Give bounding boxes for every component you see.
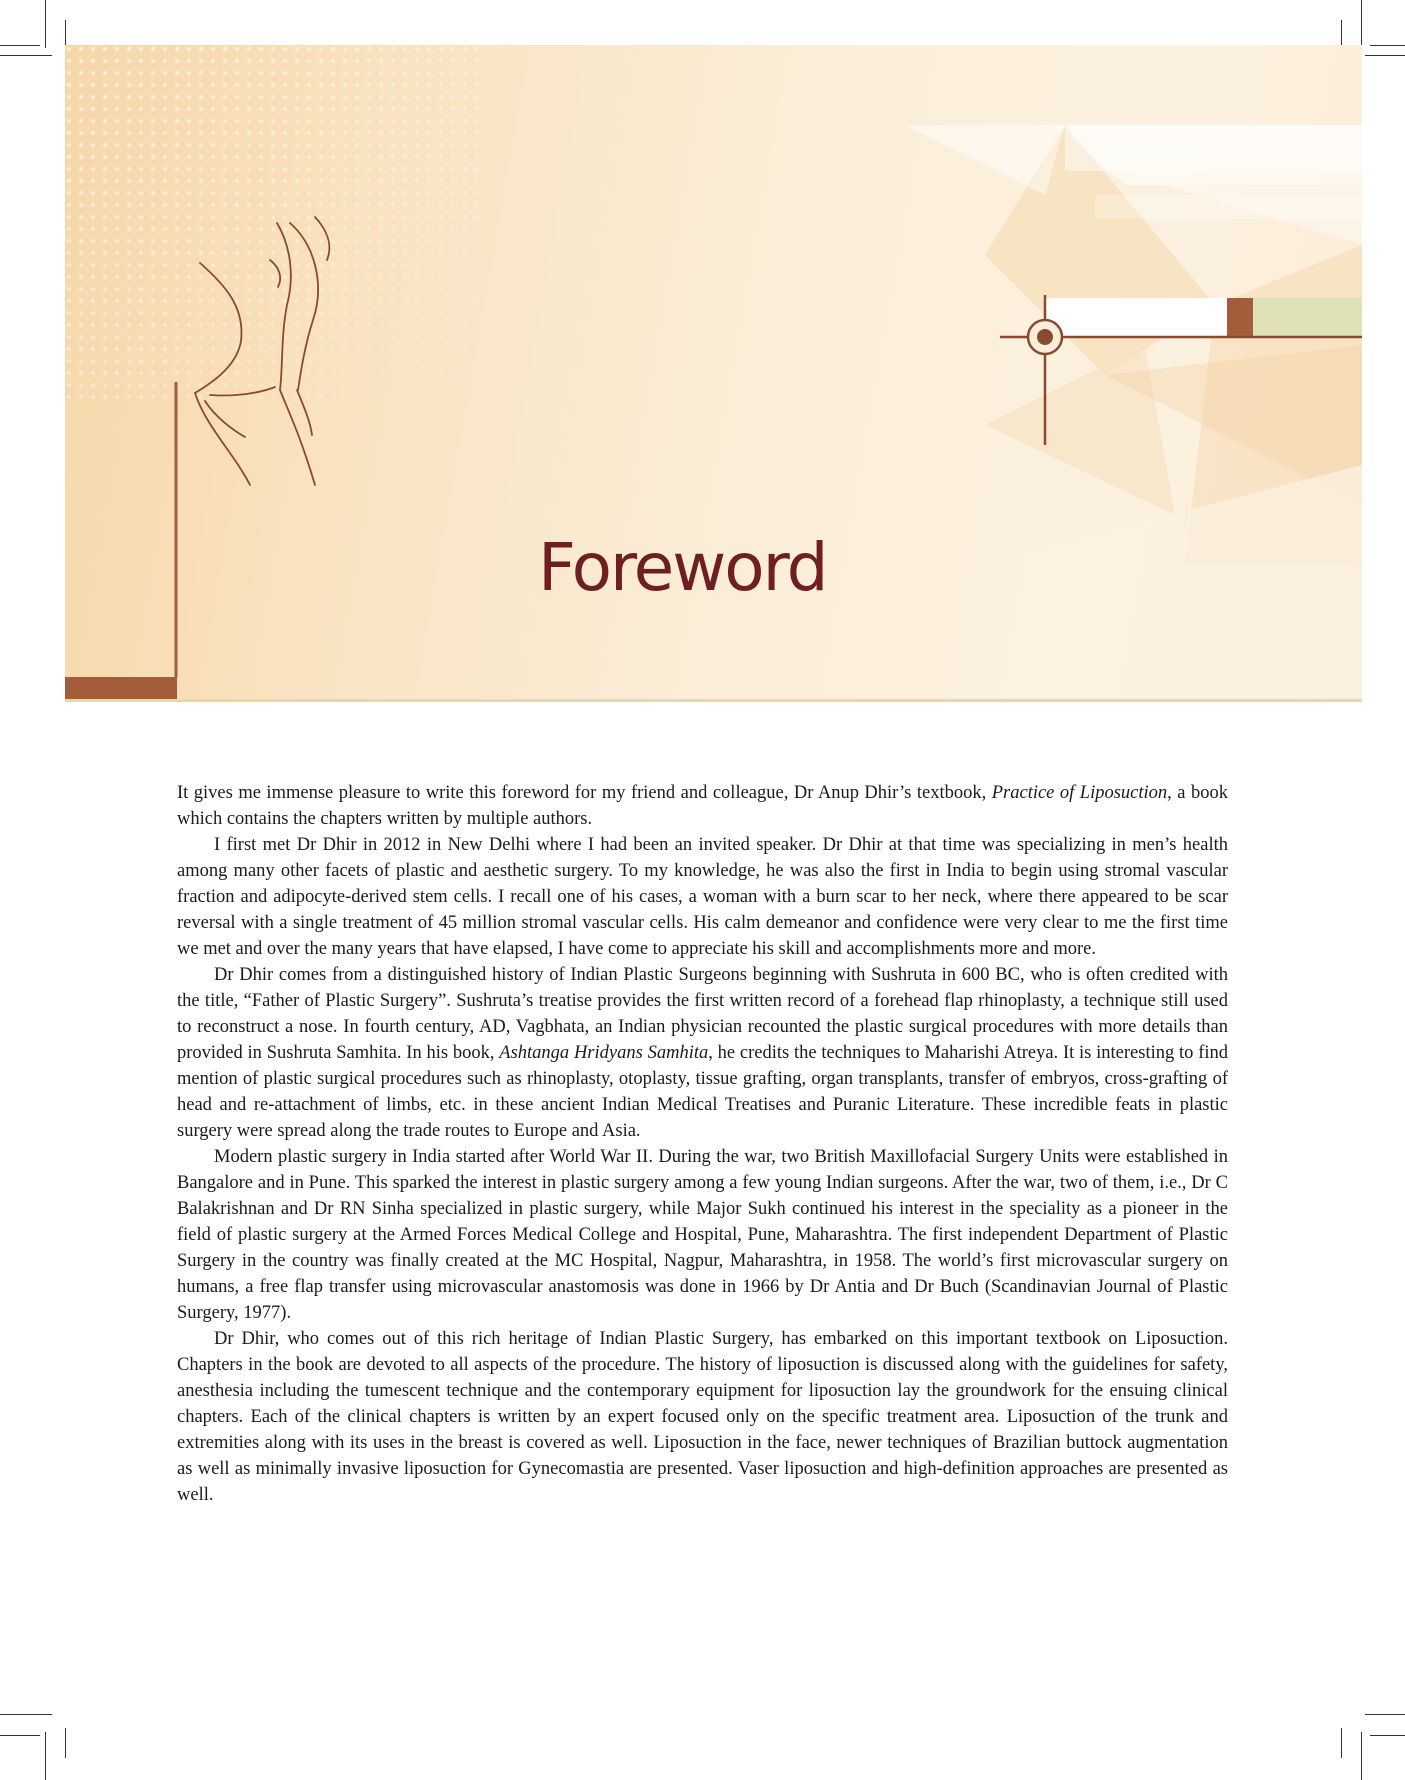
paragraph-1-text: It gives me immense pleasure to write this foreword for my friend and colleague, Dr Anup Dhir’s textbook, — [177, 783, 992, 803]
crop-mark-br-h — [1365, 1714, 1405, 1715]
banner-stripe — [1065, 125, 1362, 171]
crosshair-target-icon — [1028, 320, 1062, 354]
paragraph-1 — [177, 780, 1228, 832]
dot-pattern — [65, 45, 485, 405]
brown-corner-block — [65, 677, 177, 701]
crop-mark-bl-h — [0, 1714, 52, 1715]
banner-stripe-2 — [1095, 195, 1362, 219]
crop-mark-tl-h2 — [0, 45, 40, 46]
crop-mark-br-v — [1361, 1732, 1362, 1780]
paragraph-3-text: Dr Dhir comes from a distinguished history of Indian Plastic Surgeons beginning with Sushruta in 600 BC, who is often credited with the title, “Father of Plastic Surgery”. Sushruta’s treatise provides the first written record of a forehead flap rhinoplasty, a technique still used to reconstruct a nose. In fourth century, AD, Vagbhata, an Indian physician recounted the plastic surgical procedures with more details than provided in Sushruta Samhita. In his book, — [177, 965, 1228, 1063]
crop-mark-tl-v — [45, 0, 46, 48]
paragraph-3-text-end: , he credits the techniques to Maharishi Atreya. It is interesting to find mention of plastic surgical procedures such as rhinoplasty, otoplasty, tissue grafting, organ transplants, transfer of embryos, cross-grafting of head and re-attachment of limbs, etc. in these ancient Indian Medical Treatises and Puranic Literature. These incredible feats in plastic surgery were spread along the trade routes to Europe and Asia. — [177, 1043, 1229, 1141]
crop-mark-tr-h2 — [1370, 45, 1405, 46]
paragraph-2-text: I first met Dr Dhir in 2012 in New Delhi where I had been an invited speaker. Dr Dhir at that time was specializing in men’s health among many other facets of plastic and aesthetic surgery. To my knowledge, he was also the first in India to begin using stromal vascular fraction and adipocyte-derived stem cells. I recall one of his cases, a woman with a burn scar to her neck, where there appeared to be scar reversal with a single treatment of 45 million stromal vascular cells. His calm demeanor and confidence were very clear to me the first time we met and over the many years that have elapsed, I have come to appreciate his skill and accomplishments more and more. — [177, 835, 1228, 959]
treatise-title-emphasis: Ashtanga Hridyans Samhita — [499, 1043, 709, 1063]
paragraph-1-text-end: , a book which contains the chapters written by multiple authors. — [177, 783, 1228, 829]
crop-mark-bl-h2 — [0, 1735, 40, 1736]
paragraph-5 — [177, 1326, 1228, 1508]
paragraph-4-text: Modern plastic surgery in India started after World War II. During the war, two British Maxillofacial Surgery Units were established in Bangalore and in Pune. This sparked the interest in plastic surgery among a few young Indian surgeons. After the war, two of them, i.e., Dr C Balakrishnan and Dr RN Sinha specialized in plastic surgery, while Major Sukh continued his interest in the speciality as a pioneer in the field of plastic surgery at the Armed Forces Medical College and Hospital, Pune, Maharashtra. The first independent Department of Plastic Surgery in the country was finally created at the MC Hospital, Nagpur, Maharashtra, in 1958. The world’s first microvascular surgery on humans, a free flap transfer using microvascular anastomosis was done in 1966 by Dr Antia and Dr Buch (Scandinavian Journal of Plastic Surgery, 1977). — [177, 1147, 1228, 1323]
crop-mark-br-h2 — [1370, 1735, 1405, 1736]
foreword-body — [177, 780, 1228, 1508]
crop-mark-br-v2 — [1341, 1728, 1342, 1758]
paragraph-3 — [177, 962, 1228, 1144]
paragraph-4 — [177, 1144, 1228, 1326]
crop-mark-tr-h — [1365, 55, 1405, 56]
paragraph-2 — [177, 832, 1228, 962]
paragraph-5-text: Dr Dhir, who comes out of this rich heritage of Indian Plastic Surgery, has embarked on this important textbook on Liposuction. Chapters in the book are devoted to all aspects of the procedure. The history of liposuction is discussed along with the guidelines for safety, anesthesia including the tumescent technique and the contemporary equipment for liposuction lay the groundwork for the ensuing clinical chapters. Each of the clinical chapters is written by an expert focused only on the specific treatment area. Liposuction of the trunk and extremities along with its uses in the breast is covered as well. Liposuction in the face, newer techniques of Brazilian buttock augmentation as well as minimally invasive liposuction for Gynecomastia are presented. Vaser liposuction and high-definition approaches are presented as well. — [177, 1329, 1228, 1505]
page-title: Foreword — [538, 529, 827, 606]
crop-mark-tl-h — [0, 55, 52, 56]
crop-mark-bl-v — [45, 1732, 46, 1780]
crop-mark-bl-v2 — [65, 1728, 66, 1758]
crop-mark-tr-v — [1361, 0, 1362, 48]
book-title-emphasis: Practice of Liposuction — [991, 783, 1168, 803]
banner-bottom-line — [65, 699, 1362, 702]
